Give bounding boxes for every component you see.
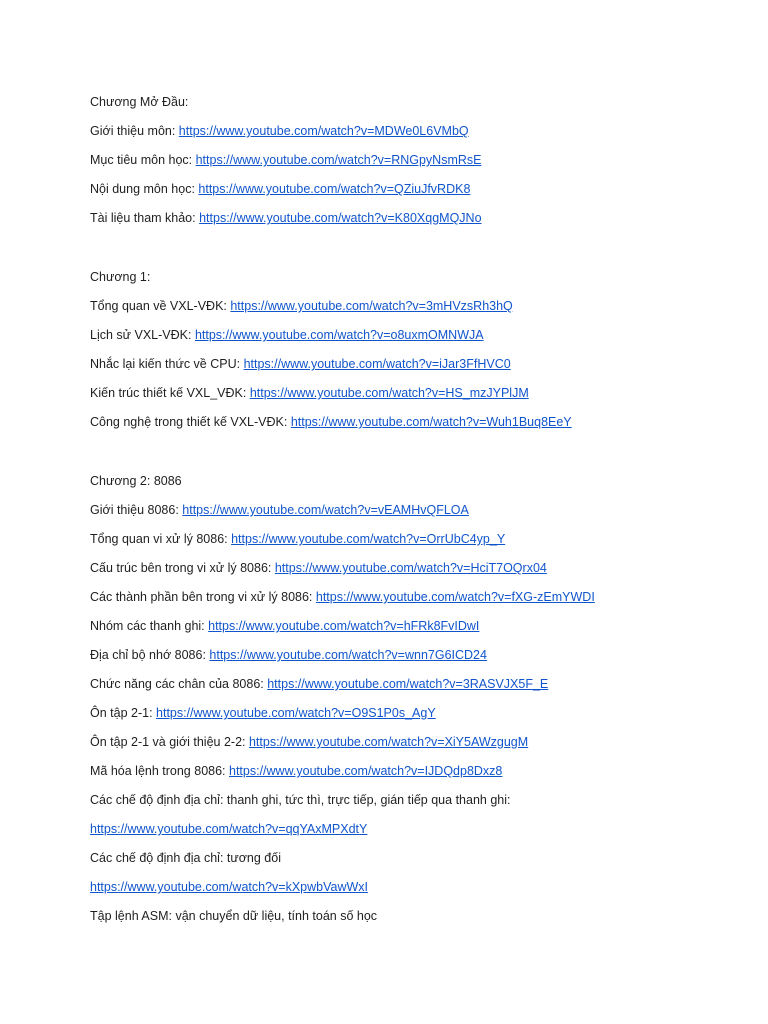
- list-item: [90, 385, 529, 401]
- list-item: [90, 298, 513, 314]
- video-link[interactable]: https://www.youtube.com/watch?v=XiY5AWzgugM: [248, 735, 529, 749]
- video-link[interactable]: https://www.youtube.com/watch?v=K80XqgMQJNo: [199, 211, 482, 225]
- video-link[interactable]: https://www.youtube.com/watch?v=HciT7OQrx04: [274, 561, 547, 575]
- item-label: Nhóm các thanh ghi:: [90, 619, 209, 633]
- list-item: [90, 181, 470, 197]
- video-link[interactable]: https://www.youtube.com/watch?v=RNGpyNsmRsE: [195, 153, 482, 167]
- item-label: Nhắc lại kiến thức về CPU:: [90, 357, 244, 371]
- item-label: Giới thiệu 8086:: [90, 503, 183, 517]
- video-link[interactable]: https://www.youtube.com/watch?v=O9S1P0s_AgY: [156, 706, 436, 720]
- item-label: Mục tiêu môn học:: [90, 153, 196, 167]
- video-link[interactable]: https://www.youtube.com/watch?v=Wuh1Buq8EeY: [290, 415, 572, 429]
- item-label: Giới thiệu môn:: [90, 124, 179, 138]
- video-link[interactable]: https://www.youtube.com/watch?v=vEAMHvQFLOA: [182, 503, 469, 517]
- list-item: [90, 618, 479, 634]
- item-label: Chức năng các chân của 8086:: [90, 677, 268, 691]
- list-item: [90, 734, 528, 750]
- item-label: Tài liệu tham khảo:: [90, 211, 200, 225]
- item-label: Tổng quan về VXL-VĐK:: [90, 299, 231, 313]
- item-label: Các chế độ định địa chỉ: tương đối: [90, 851, 281, 865]
- item-label: Cấu trúc bên trong vi xử lý 8086:: [90, 561, 275, 575]
- list-item: [90, 531, 505, 547]
- list-item: [90, 414, 572, 430]
- list-item: [90, 152, 481, 168]
- video-link[interactable]: https://www.youtube.com/watch?v=hFRk8FvIDwI: [208, 619, 480, 633]
- item-label: Lịch sử VXL-VĐK:: [90, 328, 195, 342]
- item-label: Tập lệnh ASM: vận chuyển dữ liệu, tính toán số học: [90, 909, 378, 923]
- list-item: [90, 705, 436, 721]
- video-link[interactable]: https://www.youtube.com/watch?v=3RASVJX5F_E: [267, 677, 549, 691]
- section-heading-chuong-1: Chương 1:: [90, 270, 151, 284]
- item-label: Tổng quan vi xử lý 8086:: [90, 532, 232, 546]
- list-item: [90, 560, 547, 576]
- item-label: Nội dung môn học:: [90, 182, 199, 196]
- list-item: [90, 123, 469, 139]
- item-label: Công nghệ trong thiết kế VXL-VĐK:: [90, 415, 291, 429]
- list-item: [90, 676, 548, 692]
- video-link[interactable]: https://www.youtube.com/watch?v=MDWe0L6VMbQ: [178, 124, 469, 138]
- video-link[interactable]: https://www.youtube.com/watch?v=HS_mzJYPlJM: [249, 386, 529, 400]
- list-item: [90, 327, 484, 343]
- list-item: [90, 356, 511, 372]
- video-link[interactable]: https://www.youtube.com/watch?v=QZiuJfvRDK8: [198, 182, 471, 196]
- list-item: [90, 210, 482, 226]
- video-link[interactable]: https://www.youtube.com/watch?v=qqYAxMPXdtY: [90, 822, 368, 836]
- list-item: [90, 763, 502, 779]
- item-label: Kiến trúc thiết kế VXL_VĐK:: [90, 386, 250, 400]
- list-item: [90, 502, 469, 518]
- list-item: [90, 647, 487, 663]
- video-link[interactable]: https://www.youtube.com/watch?v=fXG-zEmYWDI: [315, 590, 595, 604]
- video-link[interactable]: https://www.youtube.com/watch?v=wnn7G6ICD24: [209, 648, 487, 662]
- item-label: Mã hóa lệnh trong 8086:: [90, 764, 229, 778]
- section-heading-chuong-2: Chương 2: 8086: [90, 474, 182, 488]
- section-heading-mo-dau: Chương Mở Đầu:: [90, 95, 189, 109]
- video-link[interactable]: https://www.youtube.com/watch?v=OrrUbC4yp_Y: [231, 532, 506, 546]
- item-label: Ôn tập 2-1:: [90, 706, 157, 720]
- video-link[interactable]: https://www.youtube.com/watch?v=IJDQdp8Dxz8: [229, 764, 503, 778]
- item-label: Ôn tập 2-1 và giới thiệu 2-2:: [90, 735, 249, 749]
- video-link[interactable]: https://www.youtube.com/watch?v=3mHVzsRh3hQ: [230, 299, 513, 313]
- item-label: Địa chỉ bộ nhớ 8086:: [90, 648, 210, 662]
- video-link[interactable]: https://www.youtube.com/watch?v=iJar3FfHVC0: [243, 357, 511, 371]
- list-item: [90, 589, 595, 605]
- item-label: Các thành phần bên trong vi xử lý 8086:: [90, 590, 316, 604]
- item-label: Các chế độ định địa chỉ: thanh ghi, tức thì, trực tiếp, gián tiếp qua thanh ghi:: [90, 793, 511, 807]
- video-link[interactable]: https://www.youtube.com/watch?v=o8uxmOMNWJA: [194, 328, 484, 342]
- video-link[interactable]: https://www.youtube.com/watch?v=kXpwbVawWxI: [90, 880, 369, 894]
